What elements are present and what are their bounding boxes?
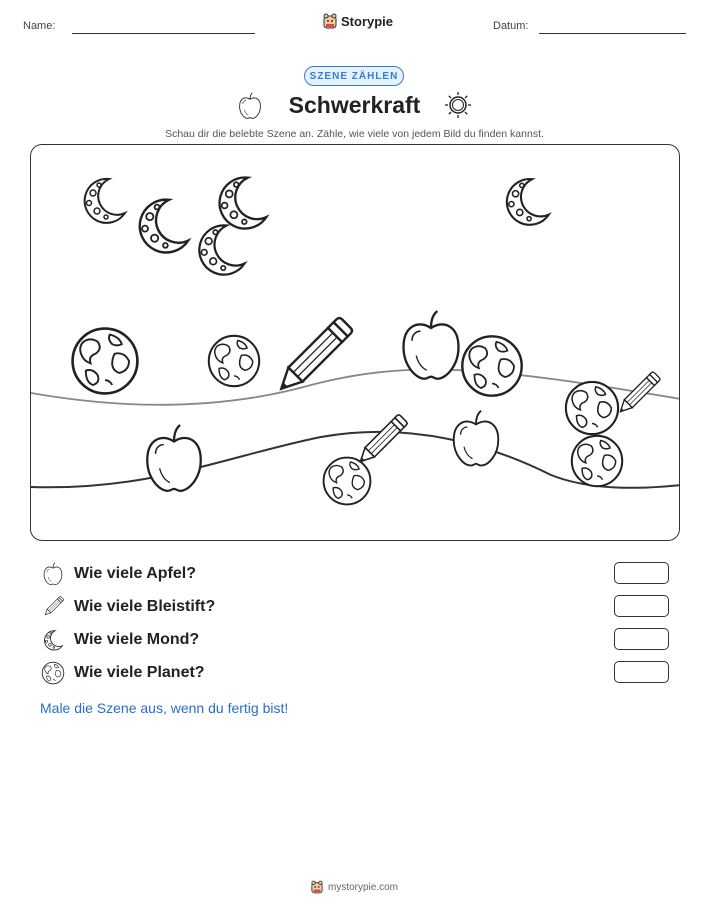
apple-icon <box>147 425 200 491</box>
question-row-moon <box>40 626 672 654</box>
moon-icon <box>140 200 188 253</box>
site-url[interactable]: mystorypie.com <box>327 881 398 893</box>
page-title: Schwerkraft <box>288 92 421 118</box>
answer-box-moon[interactable] <box>614 628 669 650</box>
apple-icon <box>40 561 66 587</box>
date-field[interactable] <box>539 33 686 34</box>
date-label: Datum: <box>493 20 529 32</box>
planet-icon <box>73 329 138 394</box>
instructions: Schau dir die belebte Szene an. Zähle, wie viele von jedem Bild du finden kannst. <box>165 128 544 140</box>
name-field[interactable] <box>72 33 255 34</box>
question-row-apple <box>40 560 672 588</box>
planet-icon <box>40 660 66 686</box>
question-text: Wie viele Planet? <box>74 664 205 681</box>
planet-icon <box>572 436 622 486</box>
pencil-icon <box>40 594 66 620</box>
answer-box-pencil[interactable] <box>614 595 669 617</box>
moon-icon <box>507 179 549 225</box>
moon-icon <box>220 177 267 228</box>
brand-name: Storypie <box>341 13 394 29</box>
storypie-mascot-icon <box>311 880 323 894</box>
pencil-icon <box>616 371 660 415</box>
brand-logo <box>323 13 393 29</box>
question-row-planet <box>40 659 672 687</box>
counting-scene <box>30 144 680 541</box>
answer-box-planet[interactable] <box>614 661 669 683</box>
answer-box-apple[interactable] <box>614 562 669 584</box>
apple-icon <box>454 411 499 466</box>
site-footer <box>0 880 709 894</box>
question-text: Wie viele Mond? <box>74 631 200 648</box>
scene-illustration <box>31 145 680 541</box>
category-badge: SZENE ZÄHLEN <box>304 66 404 86</box>
pencil-icon <box>356 414 408 466</box>
question-row-pencil <box>40 593 672 621</box>
planet-icon <box>566 382 618 434</box>
name-label: Name: <box>23 20 56 32</box>
coloring-note: Male die Szene aus, wenn du fertig bist! <box>40 700 289 716</box>
planet-icon <box>209 336 259 386</box>
moon-icon <box>40 627 66 653</box>
question-text: Wie viele Bleistift? <box>74 598 216 615</box>
moon-icon <box>85 179 125 223</box>
storypie-mascot-icon <box>323 13 337 29</box>
planet-icon <box>462 336 521 395</box>
planet-icon <box>324 458 371 505</box>
question-text: Wie viele Apfel? <box>74 565 196 582</box>
apple-icon <box>404 311 459 379</box>
sun-icon <box>444 91 472 119</box>
moon-icon <box>199 225 244 274</box>
